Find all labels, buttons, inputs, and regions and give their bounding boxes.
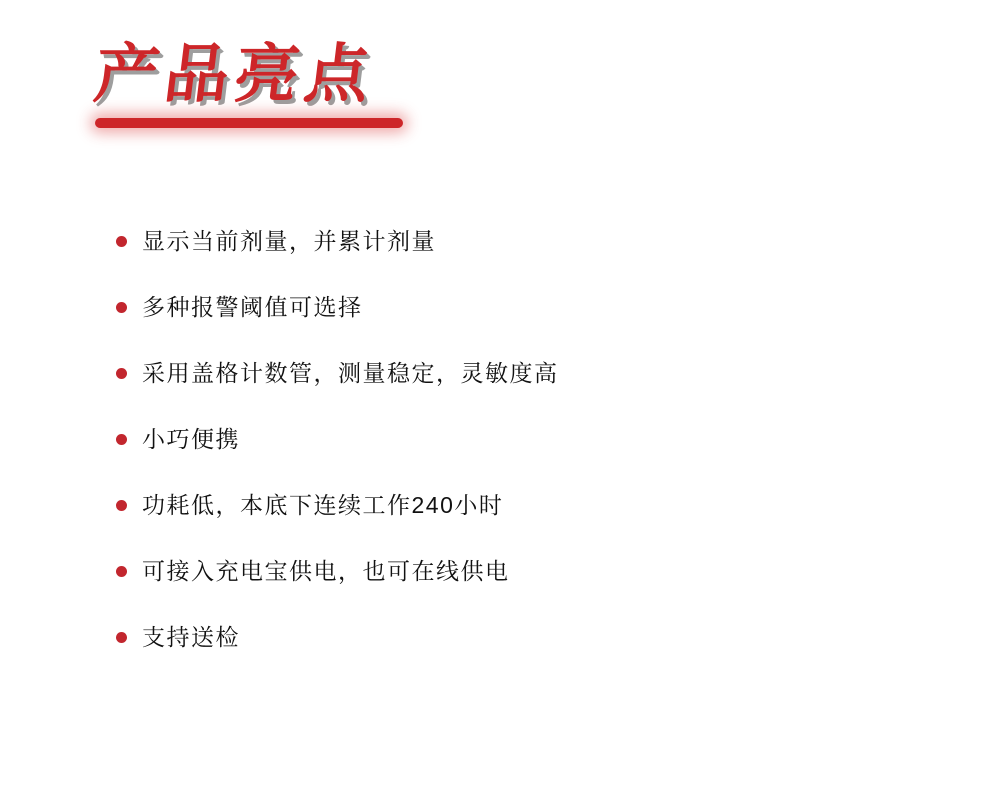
- bullet-icon: [116, 434, 127, 445]
- title-underline-decoration: [95, 118, 403, 128]
- bullet-icon: [116, 368, 127, 379]
- list-item: [116, 493, 559, 517]
- feature-text: 多种报警阈值可选择: [142, 294, 363, 320]
- list-item: [116, 361, 559, 385]
- list-item: [116, 559, 559, 583]
- list-item: [116, 229, 559, 253]
- feature-text: 小巧便携: [142, 426, 240, 452]
- title-block: [90, 34, 380, 114]
- feature-text: 可接入充电宝供电，也可在线供电: [142, 558, 510, 584]
- feature-text: 采用盖格计数管，测量稳定，灵敏度高: [142, 360, 559, 386]
- bullet-icon: [116, 632, 127, 643]
- feature-text: 显示当前剂量，并累计剂量: [142, 228, 436, 254]
- bullet-icon: [116, 236, 127, 247]
- bullet-icon: [116, 500, 127, 511]
- feature-list: [116, 229, 559, 691]
- list-item: [116, 295, 559, 319]
- page-title: 产品亮点: [90, 38, 380, 110]
- bullet-icon: [116, 302, 127, 313]
- feature-text: 功耗低，本底下连续工作240小时: [142, 492, 504, 518]
- list-item: [116, 625, 559, 649]
- list-item: [116, 427, 559, 451]
- bullet-icon: [116, 566, 127, 577]
- feature-text: 支持送检: [142, 624, 240, 650]
